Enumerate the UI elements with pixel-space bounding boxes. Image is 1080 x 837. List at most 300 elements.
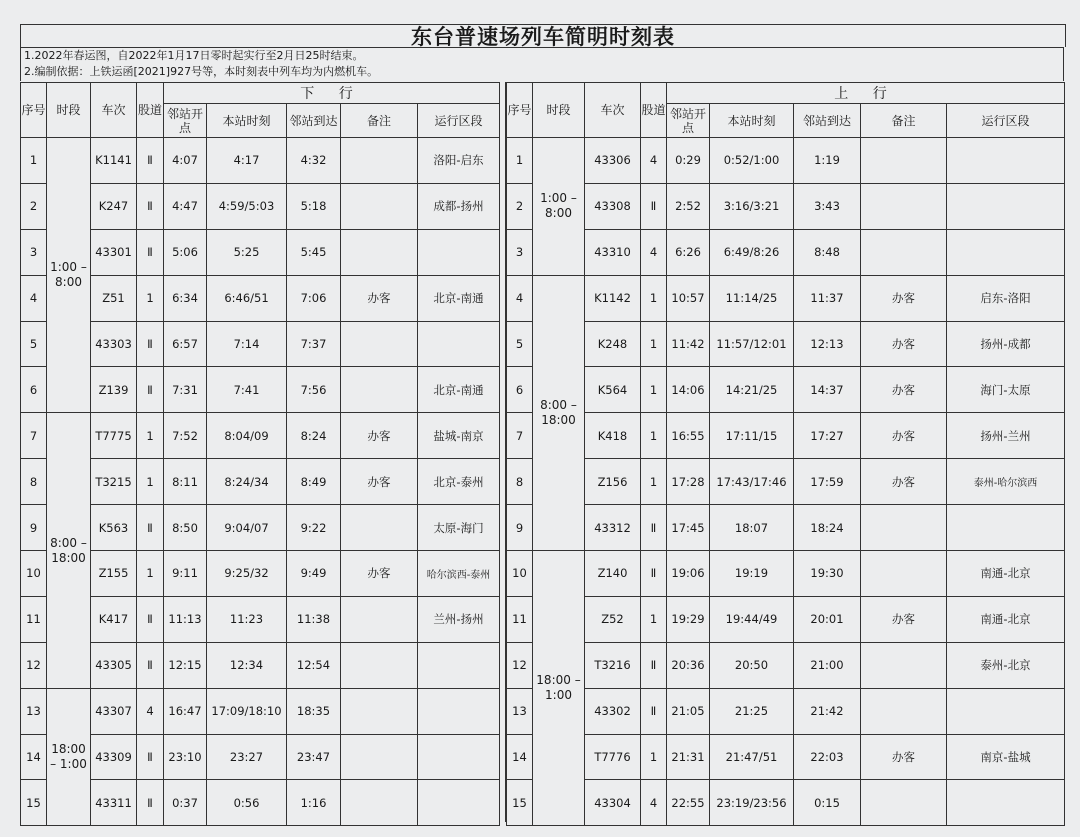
prev-time-cell: 7:31 <box>164 367 207 413</box>
this-time-cell: 11:23 <box>207 596 287 642</box>
train-cell: K564 <box>585 367 641 413</box>
table-row <box>21 734 500 780</box>
track-cell: Ⅱ <box>641 183 667 229</box>
track-cell: Ⅱ <box>137 138 164 184</box>
train-cell: K563 <box>91 505 137 551</box>
this-time-cell: 19:44/49 <box>710 596 794 642</box>
train-cell: T3216 <box>585 642 641 688</box>
direction-row <box>507 83 1065 104</box>
period-cell: 8:00 – 18:00 <box>533 275 585 550</box>
this-time-cell: 8:24/34 <box>207 459 287 505</box>
prev-time-cell: 11:13 <box>164 596 207 642</box>
seq-cell: 9 <box>507 505 533 551</box>
seq-cell: 13 <box>21 688 47 734</box>
seq-cell: 12 <box>507 642 533 688</box>
next-time-cell: 3:43 <box>794 183 861 229</box>
track-cell: 1 <box>641 321 667 367</box>
train-cell: 43303 <box>91 321 137 367</box>
track-cell: Ⅱ <box>137 183 164 229</box>
table-row <box>21 367 500 413</box>
table-row <box>21 138 500 184</box>
prev-time-cell: 4:47 <box>164 183 207 229</box>
remark-cell <box>341 183 418 229</box>
prev-time-cell: 2:52 <box>667 183 710 229</box>
prev-time-cell: 10:57 <box>667 275 710 321</box>
track-cell: 1 <box>641 459 667 505</box>
this-time-cell: 18:07 <box>710 505 794 551</box>
section-cell: 兰州-扬州 <box>418 596 500 642</box>
track-cell: 1 <box>641 734 667 780</box>
direction-label: 上 行 <box>667 83 1065 104</box>
train-cell: K1141 <box>91 138 137 184</box>
track-cell: 4 <box>641 780 667 826</box>
track-cell: Ⅱ <box>137 642 164 688</box>
track-cell: 1 <box>641 413 667 459</box>
this-time-cell: 17:09/18:10 <box>207 688 287 734</box>
train-cell: T7776 <box>585 734 641 780</box>
remark-cell: 办客 <box>341 413 418 459</box>
remark-cell <box>341 229 418 275</box>
period-cell: 18:00 – 1:00 <box>47 688 91 826</box>
train-cell: Z155 <box>91 551 137 597</box>
table-row <box>21 275 500 321</box>
next-time-cell: 18:35 <box>287 688 341 734</box>
seq-cell: 8 <box>507 459 533 505</box>
section-cell: 扬州-兰州 <box>947 413 1065 459</box>
train-header: 车次 <box>585 83 641 138</box>
next-time-cell: 12:54 <box>287 642 341 688</box>
prev-time-cell: 16:47 <box>164 688 207 734</box>
seq-cell: 10 <box>507 551 533 597</box>
this-time-cell: 20:50 <box>710 642 794 688</box>
seq-cell: 11 <box>507 596 533 642</box>
train-cell: 43304 <box>585 780 641 826</box>
remark-cell <box>341 734 418 780</box>
next-time-cell: 9:49 <box>287 551 341 597</box>
remark-cell <box>341 642 418 688</box>
table-row <box>21 780 500 826</box>
remark-cell: 办客 <box>861 459 947 505</box>
this-time-cell: 8:04/09 <box>207 413 287 459</box>
remark-cell <box>861 505 947 551</box>
this-header: 本站时刻 <box>207 104 287 138</box>
seq-cell: 8 <box>21 459 47 505</box>
seq-cell: 1 <box>507 138 533 184</box>
table-row <box>21 229 500 275</box>
track-cell: 1 <box>137 275 164 321</box>
remark-cell: 办客 <box>341 275 418 321</box>
train-cell: T7775 <box>91 413 137 459</box>
table-row <box>507 413 1065 459</box>
next-header: 邻站到达 <box>287 104 341 138</box>
next-time-cell: 1:19 <box>794 138 861 184</box>
this-header: 本站时刻 <box>710 104 794 138</box>
seq-cell: 15 <box>507 780 533 826</box>
train-cell: 43308 <box>585 183 641 229</box>
this-time-cell: 9:04/07 <box>207 505 287 551</box>
this-time-cell: 0:56 <box>207 780 287 826</box>
next-header: 邻站到达 <box>794 104 861 138</box>
remark-cell <box>861 642 947 688</box>
seq-cell: 7 <box>21 413 47 459</box>
notes-block <box>20 47 1064 81</box>
page-title: 东台普速场列车简明时刻表 <box>20 24 1066 47</box>
track-cell: Ⅱ <box>137 780 164 826</box>
section-cell: 扬州-成都 <box>947 321 1065 367</box>
period-header: 时段 <box>47 83 91 138</box>
remark-cell <box>861 688 947 734</box>
period-cell: 1:00 – 8:00 <box>47 138 91 413</box>
next-time-cell: 7:37 <box>287 321 341 367</box>
section-cell <box>418 229 500 275</box>
table-divider <box>499 82 506 822</box>
remark-cell <box>861 138 947 184</box>
train-cell: 43302 <box>585 688 641 734</box>
train-cell: 43310 <box>585 229 641 275</box>
seq-cell: 10 <box>21 551 47 597</box>
train-cell: Z140 <box>585 551 641 597</box>
table-row <box>507 642 1065 688</box>
remark-cell: 办客 <box>861 413 947 459</box>
remark-cell: 办客 <box>341 459 418 505</box>
section-cell <box>418 321 500 367</box>
next-time-cell: 21:00 <box>794 642 861 688</box>
this-time-cell: 19:19 <box>710 551 794 597</box>
remark-cell: 办客 <box>861 734 947 780</box>
next-time-cell: 5:18 <box>287 183 341 229</box>
track-cell: 1 <box>137 413 164 459</box>
remark-cell: 办客 <box>861 596 947 642</box>
next-time-cell: 8:48 <box>794 229 861 275</box>
section-cell: 南通-北京 <box>947 596 1065 642</box>
next-time-cell: 20:01 <box>794 596 861 642</box>
section-cell: 泰州-北京 <box>947 642 1065 688</box>
table-row <box>21 321 500 367</box>
remark-cell <box>341 367 418 413</box>
seq-cell: 3 <box>21 229 47 275</box>
section-cell: 成都-扬州 <box>418 183 500 229</box>
table-row <box>21 459 500 505</box>
section-cell <box>418 780 500 826</box>
train-cell: Z156 <box>585 459 641 505</box>
this-time-cell: 21:25 <box>710 688 794 734</box>
section-cell <box>418 688 500 734</box>
remark-cell <box>861 780 947 826</box>
section-cell <box>947 183 1065 229</box>
track-cell: 1 <box>137 551 164 597</box>
section-header: 运行区段 <box>947 104 1065 138</box>
this-time-cell: 21:47/51 <box>710 734 794 780</box>
period-header: 时段 <box>533 83 585 138</box>
section-cell <box>947 688 1065 734</box>
track-cell: Ⅱ <box>137 505 164 551</box>
section-header: 运行区段 <box>418 104 500 138</box>
seq-cell: 4 <box>21 275 47 321</box>
next-time-cell: 5:45 <box>287 229 341 275</box>
this-time-cell: 9:25/32 <box>207 551 287 597</box>
next-time-cell: 11:37 <box>794 275 861 321</box>
train-cell: 43305 <box>91 642 137 688</box>
table-row <box>507 183 1065 229</box>
prev-time-cell: 16:55 <box>667 413 710 459</box>
track-cell: Ⅱ <box>137 596 164 642</box>
prev-time-cell: 20:36 <box>667 642 710 688</box>
seq-cell: 15 <box>21 780 47 826</box>
prev-time-cell: 19:29 <box>667 596 710 642</box>
next-time-cell: 23:47 <box>287 734 341 780</box>
prev-time-cell: 11:42 <box>667 321 710 367</box>
next-time-cell: 11:38 <box>287 596 341 642</box>
prev-time-cell: 0:29 <box>667 138 710 184</box>
prev-time-cell: 9:11 <box>164 551 207 597</box>
remark-header: 备注 <box>341 104 418 138</box>
prev-time-cell: 0:37 <box>164 780 207 826</box>
track-cell: 1 <box>641 367 667 413</box>
next-time-cell: 1:16 <box>287 780 341 826</box>
this-time-cell: 4:59/5:03 <box>207 183 287 229</box>
seq-header: 序号 <box>21 83 47 138</box>
remark-cell <box>861 551 947 597</box>
prev-time-cell: 7:52 <box>164 413 207 459</box>
this-time-cell: 17:11/15 <box>710 413 794 459</box>
remark-cell <box>341 321 418 367</box>
next-time-cell: 8:49 <box>287 459 341 505</box>
seq-cell: 14 <box>507 734 533 780</box>
section-cell: 北京-南通 <box>418 367 500 413</box>
train-cell: Z139 <box>91 367 137 413</box>
seq-cell: 14 <box>21 734 47 780</box>
next-time-cell: 9:22 <box>287 505 341 551</box>
seq-cell: 6 <box>21 367 47 413</box>
table-row <box>21 505 500 551</box>
seq-cell: 7 <box>507 413 533 459</box>
table-row <box>507 459 1065 505</box>
next-time-cell: 4:32 <box>287 138 341 184</box>
next-time-cell: 22:03 <box>794 734 861 780</box>
table-row <box>507 275 1065 321</box>
table-row <box>507 734 1065 780</box>
track-header: 股道 <box>641 83 667 138</box>
next-time-cell: 14:37 <box>794 367 861 413</box>
this-time-cell: 14:21/25 <box>710 367 794 413</box>
table-row <box>507 688 1065 734</box>
seq-cell: 9 <box>21 505 47 551</box>
prev-time-cell: 21:31 <box>667 734 710 780</box>
section-cell: 北京-泰州 <box>418 459 500 505</box>
this-time-cell: 4:17 <box>207 138 287 184</box>
seq-cell: 5 <box>507 321 533 367</box>
section-cell: 泰州-哈尔滨西 <box>947 459 1065 505</box>
remark-cell <box>341 780 418 826</box>
next-time-cell: 17:27 <box>794 413 861 459</box>
down-direction-table <box>20 82 500 826</box>
seq-cell: 4 <box>507 275 533 321</box>
remark-cell <box>341 138 418 184</box>
train-cell: Z52 <box>585 596 641 642</box>
table-row <box>507 505 1065 551</box>
train-cell: K417 <box>91 596 137 642</box>
track-cell: 1 <box>137 459 164 505</box>
remark-cell: 办客 <box>861 321 947 367</box>
table-row <box>507 596 1065 642</box>
table-row <box>507 367 1065 413</box>
table-row <box>507 229 1065 275</box>
remark-cell <box>341 505 418 551</box>
section-cell: 启东-洛阳 <box>947 275 1065 321</box>
seq-cell: 11 <box>21 596 47 642</box>
next-time-cell: 12:13 <box>794 321 861 367</box>
prev-time-cell: 21:05 <box>667 688 710 734</box>
section-cell: 太原-海门 <box>418 505 500 551</box>
table-row <box>507 321 1065 367</box>
direction-label: 下 行 <box>164 83 500 104</box>
section-cell <box>947 505 1065 551</box>
prev-time-cell: 6:26 <box>667 229 710 275</box>
train-cell: K248 <box>585 321 641 367</box>
seq-cell: 3 <box>507 229 533 275</box>
train-cell: K1142 <box>585 275 641 321</box>
direction-row <box>21 83 500 104</box>
table-row <box>507 780 1065 826</box>
section-cell <box>947 780 1065 826</box>
section-cell: 南通-北京 <box>947 551 1065 597</box>
train-cell: T3215 <box>91 459 137 505</box>
section-cell <box>947 229 1065 275</box>
section-cell <box>418 734 500 780</box>
this-time-cell: 6:49/8:26 <box>710 229 794 275</box>
this-time-cell: 7:14 <box>207 321 287 367</box>
remark-cell <box>341 596 418 642</box>
prev-time-cell: 17:45 <box>667 505 710 551</box>
table-row <box>21 183 500 229</box>
track-cell: Ⅱ <box>641 505 667 551</box>
this-time-cell: 11:14/25 <box>710 275 794 321</box>
remark-cell: 办客 <box>861 275 947 321</box>
track-cell: Ⅱ <box>641 642 667 688</box>
table-row <box>507 138 1065 184</box>
train-cell: 43311 <box>91 780 137 826</box>
seq-cell: 6 <box>507 367 533 413</box>
prev-time-cell: 5:06 <box>164 229 207 275</box>
prev-time-cell: 8:50 <box>164 505 207 551</box>
seq-cell: 12 <box>21 642 47 688</box>
this-time-cell: 17:43/17:46 <box>710 459 794 505</box>
prev-time-cell: 12:15 <box>164 642 207 688</box>
track-cell: 4 <box>137 688 164 734</box>
train-cell: K418 <box>585 413 641 459</box>
remark-cell: 办客 <box>861 367 947 413</box>
track-cell: Ⅱ <box>137 734 164 780</box>
prev-time-cell: 8:11 <box>164 459 207 505</box>
next-time-cell: 17:59 <box>794 459 861 505</box>
next-time-cell: 21:42 <box>794 688 861 734</box>
next-time-cell: 0:15 <box>794 780 861 826</box>
next-time-cell: 19:30 <box>794 551 861 597</box>
period-cell: 1:00 – 8:00 <box>533 138 585 276</box>
table-row <box>21 551 500 597</box>
prev-time-cell: 22:55 <box>667 780 710 826</box>
remark-cell: 办客 <box>341 551 418 597</box>
section-cell: 海门-太原 <box>947 367 1065 413</box>
seq-cell: 2 <box>507 183 533 229</box>
track-cell: Ⅱ <box>137 229 164 275</box>
track-cell: 4 <box>641 138 667 184</box>
track-cell: 1 <box>641 596 667 642</box>
section-cell: 盐城-南京 <box>418 413 500 459</box>
prev-time-cell: 17:28 <box>667 459 710 505</box>
this-time-cell: 7:41 <box>207 367 287 413</box>
up-direction-table <box>506 82 1065 826</box>
prev-time-cell: 14:06 <box>667 367 710 413</box>
this-time-cell: 23:19/23:56 <box>710 780 794 826</box>
train-cell: 43312 <box>585 505 641 551</box>
table-row <box>21 642 500 688</box>
table-row <box>21 413 500 459</box>
track-header: 股道 <box>137 83 164 138</box>
section-cell: 洛阳-启东 <box>418 138 500 184</box>
note-line: 1.2022年春运图，自2022年1月17日零时起实行至2月日25时结束。 <box>24 49 364 62</box>
table-row <box>21 688 500 734</box>
next-time-cell: 7:06 <box>287 275 341 321</box>
table-row <box>21 596 500 642</box>
this-time-cell: 0:52/1:00 <box>710 138 794 184</box>
this-time-cell: 3:16/3:21 <box>710 183 794 229</box>
prev-time-cell: 4:07 <box>164 138 207 184</box>
track-cell: Ⅱ <box>641 551 667 597</box>
track-cell: 4 <box>641 229 667 275</box>
seq-header: 序号 <box>507 83 533 138</box>
seq-cell: 1 <box>21 138 47 184</box>
this-time-cell: 5:25 <box>207 229 287 275</box>
next-time-cell: 7:56 <box>287 367 341 413</box>
prev-header: 邻站开点 <box>667 104 710 138</box>
section-cell <box>947 138 1065 184</box>
next-time-cell: 18:24 <box>794 505 861 551</box>
this-time-cell: 23:27 <box>207 734 287 780</box>
this-time-cell: 11:57/12:01 <box>710 321 794 367</box>
section-cell: 南京-盐城 <box>947 734 1065 780</box>
train-cell: 43306 <box>585 138 641 184</box>
remark-header: 备注 <box>861 104 947 138</box>
seq-cell: 2 <box>21 183 47 229</box>
this-time-cell: 12:34 <box>207 642 287 688</box>
next-time-cell: 8:24 <box>287 413 341 459</box>
seq-cell: 5 <box>21 321 47 367</box>
track-cell: Ⅱ <box>137 367 164 413</box>
prev-time-cell: 23:10 <box>164 734 207 780</box>
track-cell: Ⅱ <box>641 688 667 734</box>
track-cell: Ⅱ <box>137 321 164 367</box>
prev-time-cell: 19:06 <box>667 551 710 597</box>
train-cell: 43301 <box>91 229 137 275</box>
train-cell: Z51 <box>91 275 137 321</box>
note-line: 2.编制依据：上铁运函[2021]927号等，本时刻表中列车均为内燃机车。 <box>24 65 379 78</box>
prev-time-cell: 6:57 <box>164 321 207 367</box>
train-cell: 43307 <box>91 688 137 734</box>
period-cell: 8:00 – 18:00 <box>47 413 91 688</box>
prev-time-cell: 6:34 <box>164 275 207 321</box>
train-cell: K247 <box>91 183 137 229</box>
seq-cell: 13 <box>507 688 533 734</box>
this-time-cell: 6:46/51 <box>207 275 287 321</box>
remark-cell <box>861 183 947 229</box>
section-cell: 北京-南通 <box>418 275 500 321</box>
table-row <box>507 551 1065 597</box>
remark-cell <box>861 229 947 275</box>
prev-header: 邻站开点 <box>164 104 207 138</box>
section-cell <box>418 642 500 688</box>
train-header: 车次 <box>91 83 137 138</box>
